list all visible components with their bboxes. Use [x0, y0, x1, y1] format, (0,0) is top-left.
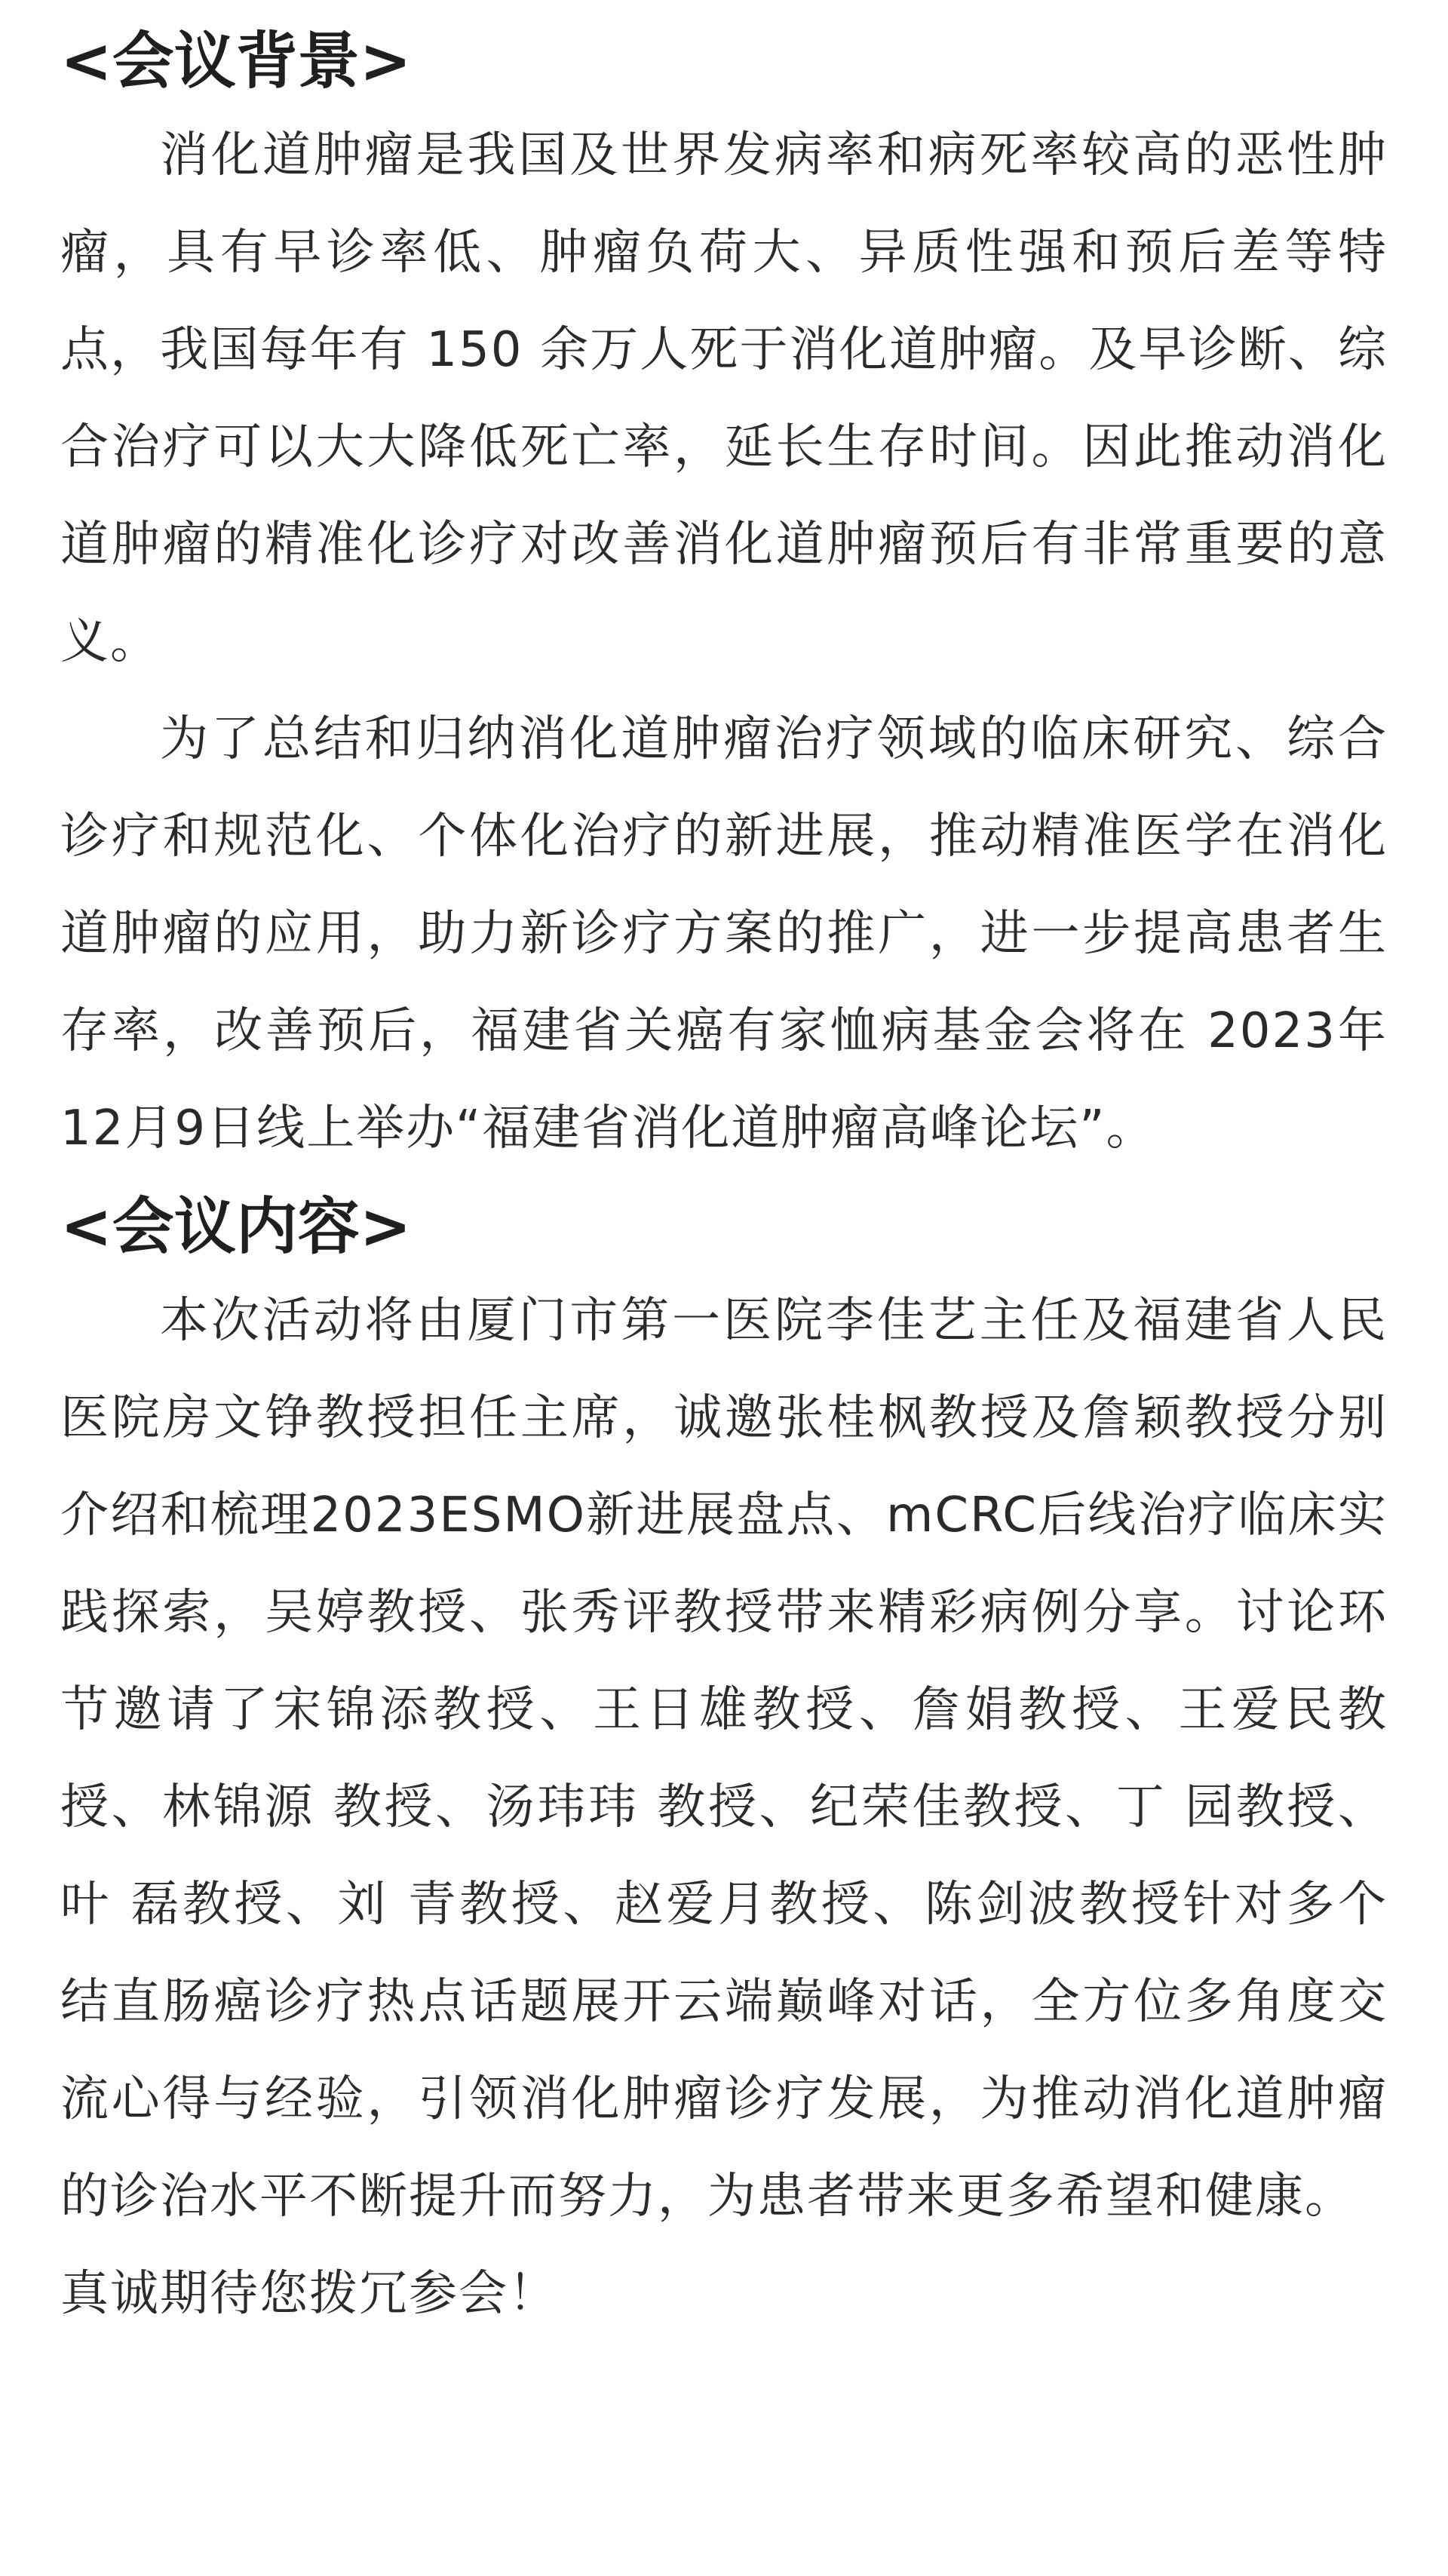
- background-paragraph-2: 为了总结和归纳消化道肿瘤治疗领域的临床研究、综合诊疗和规范化、个体化治疗的新进展，推动精准医学在消化道肿瘤的应用，助力新诊疗方案的推广，进一步提高患者生存率，改善预后，福建省关癌有家恤病基金会将在 2023年12月9日线上举办“福建省消化道肿瘤高峰论坛”。: [60, 711, 1388, 1156]
- section-heading-background: <会议背景>: [60, 26, 412, 97]
- section-heading-content: <会议内容>: [60, 1191, 412, 1263]
- background-paragraph-1: 消化道肿瘤是我国及世界发病率和病死率较高的恶性肿瘤，具有早诊率低、肿瘤负荷大、异质性强和预后差等特点，我国每年有 150 余万人死于消化道肿瘤。及早诊断、综合治疗可以大大降低死亡率，延长生存时间。因此推动消化道肿瘤的精准化诊疗对改善消化道肿瘤预后有非常重要的意义。: [60, 127, 1388, 670]
- content-paragraph-1: 本次活动将由厦门市第一医院李佳艺主任及福建省人民医院房文铮教授担任主席，诚邀张桂枫教授及詹颖教授分别介绍和梳理2023ESMO新进展盘点、mCRC后线治疗临床实践探索，吴婷教授、张秀评教授带来精彩病例分享。讨论环节邀请了宋锦添教授、王日雄教授、詹娟教授、王爱民教授、林锦源 教授、汤玮玮 教授、纪荣佳教授、丁 园教授、叶 磊教授、刘 青教授、赵爱月教授、陈剑波教授针对多个结直肠癌诊疗热点话题展开云端巅峰对话，全方位多角度交流心得与经验，引领消化肿瘤诊疗发展，为推动消化道肿瘤的诊治水平不断提升而努力，为患者带来更多希望和健康。: [60, 1293, 1388, 2224]
- closing-line: 真诚期待您拨冗参会！: [60, 2266, 558, 2322]
